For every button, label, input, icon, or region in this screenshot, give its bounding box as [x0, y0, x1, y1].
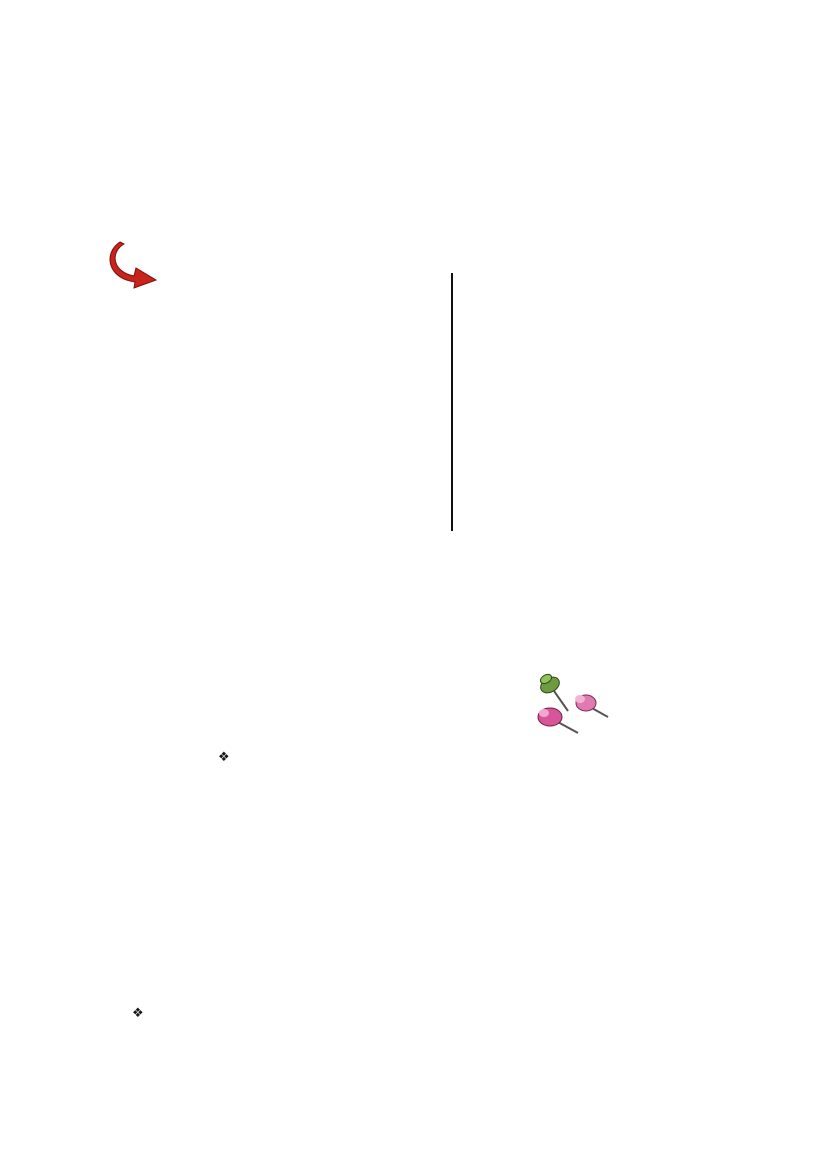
exercise-2-heading [132, 1005, 144, 1021]
exercise-1-heading [218, 749, 236, 765]
column-divider [451, 273, 453, 531]
pushpins-icon [528, 671, 620, 751]
page-title [310, 52, 570, 142]
diamond-bullet-icon: ❖ [218, 749, 230, 764]
curved-arrow-icon [106, 240, 166, 290]
diamond-bullet-icon: ❖ [132, 1005, 144, 1020]
